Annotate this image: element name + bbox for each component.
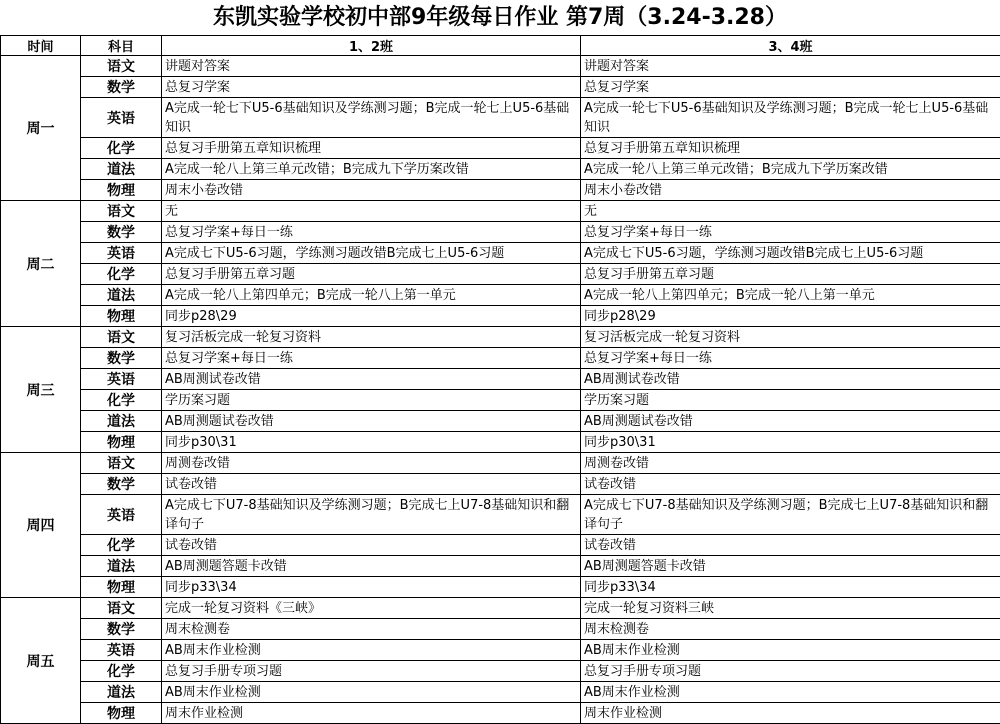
table-row	[1, 369, 1000, 390]
subject-cell: 语文	[81, 56, 162, 77]
homework-cell-class-3-4: AB周末作业检测	[581, 640, 1000, 661]
homework-cell-class-1-2: A完成一轮八上第四单元；B完成一轮八上第一单元	[162, 285, 581, 306]
subject-cell: 数学	[81, 348, 162, 369]
header-class-1-2: 1、2班	[162, 36, 581, 56]
homework-cell-class-1-2: 总复习学案+每日一练	[162, 348, 581, 369]
table-row	[1, 327, 1000, 348]
subject-cell: 数学	[81, 474, 162, 495]
homework-cell-class-1-2: 学历案习题	[162, 390, 581, 411]
table-row	[1, 703, 1000, 724]
table-body	[1, 56, 1000, 724]
homework-cell-class-3-4: 学历案习题	[581, 390, 1000, 411]
table-row	[1, 661, 1000, 682]
homework-cell-class-1-2: A完成一轮八上第三单元改错；B完成九下学历案改错	[162, 159, 581, 180]
homework-cell-class-1-2: 同步p28\29	[162, 306, 581, 327]
homework-cell-class-3-4: 试卷改错	[581, 535, 1000, 556]
subject-cell: 语文	[81, 598, 162, 619]
subject-cell: 化学	[81, 138, 162, 159]
homework-cell-class-1-2: 完成一轮复习资料《三峡》	[162, 598, 581, 619]
homework-cell-class-1-2: 周末小卷改错	[162, 180, 581, 201]
subject-cell: 化学	[81, 390, 162, 411]
homework-cell-class-1-2: AB周测试卷改错	[162, 369, 581, 390]
homework-cell-class-3-4: 讲题对答案	[581, 56, 1000, 77]
subject-cell: 道法	[81, 682, 162, 703]
table-row	[1, 535, 1000, 556]
subject-cell: 物理	[81, 180, 162, 201]
homework-cell-class-3-4: 总复习学案	[581, 77, 1000, 98]
table-row	[1, 201, 1000, 222]
homework-cell-class-3-4: A完成一轮八上第四单元；B完成一轮八上第一单元	[581, 285, 1000, 306]
homework-cell-class-3-4: 同步p30\31	[581, 432, 1000, 453]
subject-cell: 语文	[81, 327, 162, 348]
homework-cell-class-1-2: 周测卷改错	[162, 453, 581, 474]
table-row	[1, 98, 1000, 138]
header-row	[1, 36, 1000, 56]
table-row	[1, 390, 1000, 411]
table-row	[1, 222, 1000, 243]
homework-cell-class-3-4: 总复习学案+每日一练	[581, 348, 1000, 369]
subject-cell: 数学	[81, 77, 162, 98]
header-day: 时间	[1, 36, 81, 56]
homework-cell-class-1-2: 讲题对答案	[162, 56, 581, 77]
homework-cell-class-3-4: 周末检测卷	[581, 619, 1000, 640]
day-cell: 周三	[1, 327, 81, 453]
table-row	[1, 474, 1000, 495]
homework-cell-class-3-4: 同步p33\34	[581, 577, 1000, 598]
homework-cell-class-1-2: 同步p30\31	[162, 432, 581, 453]
homework-cell-class-3-4: A完成七下U5-6习题，学练测习题改错B完成七上U5-6习题	[581, 243, 1000, 264]
homework-cell-class-1-2: 总复习手册第五章知识梳理	[162, 138, 581, 159]
homework-cell-class-3-4: A完成一轮七下U5-6基础知识及学练测习题；B完成一轮七上U5-6基础知识	[581, 98, 1000, 138]
subject-cell: 道法	[81, 411, 162, 432]
homework-cell-class-1-2: 总复习手册第五章习题	[162, 264, 581, 285]
table-row	[1, 348, 1000, 369]
subject-cell: 物理	[81, 432, 162, 453]
homework-cell-class-3-4: 完成一轮复习资料三峡	[581, 598, 1000, 619]
table-row	[1, 56, 1000, 77]
homework-cell-class-3-4: 周末小卷改错	[581, 180, 1000, 201]
homework-cell-class-1-2: 周末检测卷	[162, 619, 581, 640]
homework-cell-class-1-2: AB周末作业检测	[162, 640, 581, 661]
day-cell: 周五	[1, 598, 81, 724]
table-row	[1, 180, 1000, 201]
homework-cell-class-3-4: A完成七下U7-8基础知识及学练测习题；B完成七上U7-8基础知识和翻译句子	[581, 495, 1000, 535]
homework-cell-class-3-4: 总复习学案+每日一练	[581, 222, 1000, 243]
subject-cell: 语文	[81, 453, 162, 474]
homework-cell-class-1-2: 试卷改错	[162, 474, 581, 495]
table-row	[1, 453, 1000, 474]
homework-cell-class-1-2: 总复习学案	[162, 77, 581, 98]
homework-cell-class-1-2: 总复习学案+每日一练	[162, 222, 581, 243]
table-row	[1, 556, 1000, 577]
subject-cell: 英语	[81, 98, 162, 138]
subject-cell: 数学	[81, 619, 162, 640]
header-class-3-4: 3、4班	[581, 36, 1000, 56]
homework-cell-class-1-2: A完成七下U7-8基础知识及学练测习题；B完成七上U7-8基础知识和翻译句子	[162, 495, 581, 535]
subject-cell: 道法	[81, 159, 162, 180]
homework-cell-class-3-4: 同步p28\29	[581, 306, 1000, 327]
homework-cell-class-3-4: AB周末作业检测	[581, 682, 1000, 703]
table-row	[1, 432, 1000, 453]
table-row	[1, 411, 1000, 432]
subject-cell: 化学	[81, 264, 162, 285]
table-row	[1, 159, 1000, 180]
table-row	[1, 682, 1000, 703]
homework-cell-class-1-2: A完成一轮七下U5-6基础知识及学练测习题；B完成一轮七上U5-6基础知识	[162, 98, 581, 138]
table-row	[1, 577, 1000, 598]
homework-cell-class-1-2: 总复习手册专项习题	[162, 661, 581, 682]
homework-cell-class-1-2: 无	[162, 201, 581, 222]
table-row	[1, 77, 1000, 98]
subject-cell: 英语	[81, 243, 162, 264]
homework-cell-class-3-4: AB周测题试卷改错	[581, 411, 1000, 432]
table-row	[1, 495, 1000, 535]
subject-cell: 语文	[81, 201, 162, 222]
homework-cell-class-1-2: AB周测题试卷改错	[162, 411, 581, 432]
subject-cell: 道法	[81, 556, 162, 577]
header-subject: 科目	[81, 36, 162, 56]
table-row	[1, 306, 1000, 327]
homework-cell-class-3-4: 周末作业检测	[581, 703, 1000, 724]
homework-cell-class-3-4: 复习活板完成一轮复习资料	[581, 327, 1000, 348]
table-row	[1, 264, 1000, 285]
homework-cell-class-3-4: 总复习手册第五章习题	[581, 264, 1000, 285]
homework-cell-class-3-4: AB周测题答题卡改错	[581, 556, 1000, 577]
homework-cell-class-1-2: AB周末作业检测	[162, 682, 581, 703]
table-row	[1, 619, 1000, 640]
day-cell: 周四	[1, 453, 81, 598]
table-row	[1, 598, 1000, 619]
homework-cell-class-1-2: 周末作业检测	[162, 703, 581, 724]
day-cell: 周一	[1, 56, 81, 201]
homework-cell-class-3-4: 试卷改错	[581, 474, 1000, 495]
table-row	[1, 640, 1000, 661]
subject-cell: 数学	[81, 222, 162, 243]
homework-cell-class-1-2: AB周测题答题卡改错	[162, 556, 581, 577]
homework-cell-class-3-4: A完成一轮八上第三单元改错；B完成九下学历案改错	[581, 159, 1000, 180]
subject-cell: 化学	[81, 535, 162, 556]
subject-cell: 化学	[81, 661, 162, 682]
subject-cell: 物理	[81, 577, 162, 598]
homework-cell-class-3-4: 总复习手册第五章知识梳理	[581, 138, 1000, 159]
homework-cell-class-3-4: 总复习手册专项习题	[581, 661, 1000, 682]
homework-cell-class-1-2: 同步p33\34	[162, 577, 581, 598]
homework-table	[0, 35, 1000, 724]
subject-cell: 道法	[81, 285, 162, 306]
subject-cell: 物理	[81, 306, 162, 327]
table-row	[1, 285, 1000, 306]
homework-cell-class-1-2: 试卷改错	[162, 535, 581, 556]
homework-cell-class-3-4: AB周测试卷改错	[581, 369, 1000, 390]
homework-cell-class-1-2: 复习活板完成一轮复习资料	[162, 327, 581, 348]
table-row	[1, 243, 1000, 264]
homework-cell-class-1-2: A完成七下U5-6习题，学练测习题改错B完成七上U5-6习题	[162, 243, 581, 264]
page-title: 东凯实验学校初中部9年级每日作业 第7周（3.24-3.28）	[0, 0, 1000, 35]
homework-cell-class-3-4: 无	[581, 201, 1000, 222]
subject-cell: 物理	[81, 703, 162, 724]
subject-cell: 英语	[81, 495, 162, 535]
day-cell: 周二	[1, 201, 81, 327]
subject-cell: 英语	[81, 640, 162, 661]
subject-cell: 英语	[81, 369, 162, 390]
table-row	[1, 138, 1000, 159]
homework-cell-class-3-4: 周测卷改错	[581, 453, 1000, 474]
